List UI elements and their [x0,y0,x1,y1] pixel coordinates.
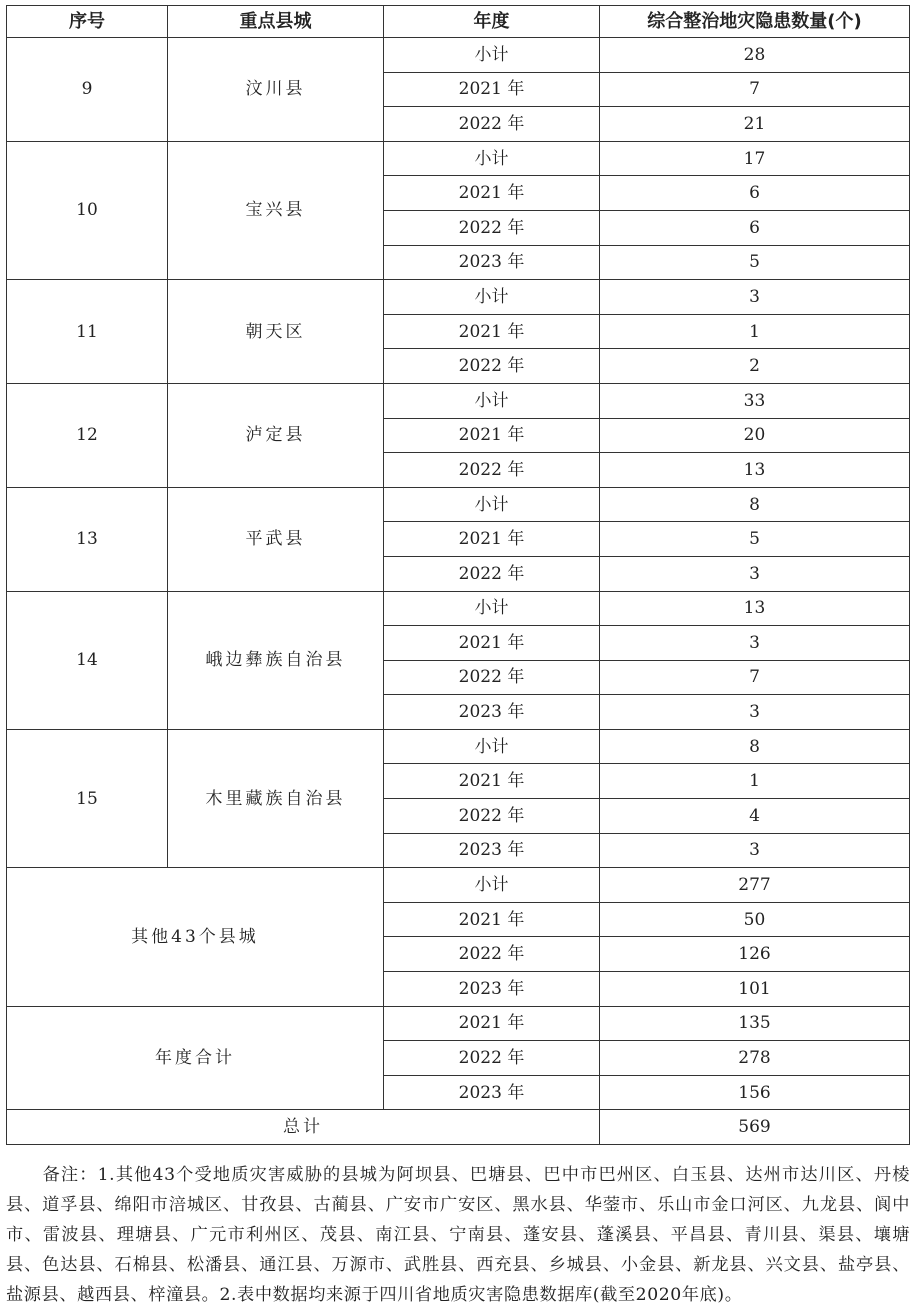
cell-county: 汶川县 [168,38,384,142]
cell-count: 3 [600,556,910,591]
cell-year: 小计 [384,280,600,315]
cell-year: 2021 年 [384,72,600,107]
cell-seq: 11 [7,280,168,384]
cell-year: 2022 年 [384,660,600,695]
cell-year: 2023 年 [384,972,600,1007]
table-row [7,383,910,418]
cell-year: 2022 年 [384,1041,600,1076]
cell-count: 5 [600,245,910,280]
cell-year: 2023 年 [384,1075,600,1110]
header-count: 综合整治地灾隐患数量(个) [600,6,910,38]
cell-year: 2021 年 [384,522,600,557]
cell-year: 2021 年 [384,314,600,349]
cell-count: 1 [600,764,910,799]
cell-year: 2022 年 [384,937,600,972]
cell-year: 2022 年 [384,799,600,834]
cell-year: 2021 年 [384,902,600,937]
cell-year: 2022 年 [384,349,600,384]
cell-county: 宝兴县 [168,141,384,279]
cell-year: 2021 年 [384,626,600,661]
cell-year: 小计 [384,141,600,176]
cell-count: 135 [600,1006,910,1041]
cell-seq: 9 [7,38,168,142]
cell-seq: 15 [7,729,168,867]
cell-count: 3 [600,833,910,868]
cell-seq: 10 [7,141,168,279]
cell-total-label: 总计 [7,1110,600,1145]
cell-year: 小计 [384,38,600,73]
table-row [7,1006,910,1041]
cell-count: 8 [600,487,910,522]
cell-count: 20 [600,418,910,453]
table-row [7,591,910,626]
cell-annual-label: 年度合计 [7,1006,384,1110]
cell-seq: 13 [7,487,168,591]
table-row [7,868,910,903]
cell-count: 3 [600,280,910,315]
cell-count: 4 [600,799,910,834]
header-seq: 序号 [7,6,168,38]
cell-seq: 14 [7,591,168,729]
cell-county: 平武县 [168,487,384,591]
cell-year: 2021 年 [384,764,600,799]
table-header-row [7,6,910,38]
cell-count: 28 [600,38,910,73]
table-row [7,141,910,176]
cell-others-label: 其他43个县城 [7,868,384,1006]
cell-year: 小计 [384,383,600,418]
cell-year: 2023 年 [384,695,600,730]
cell-count: 7 [600,660,910,695]
total-row [7,1110,910,1145]
cell-count: 8 [600,729,910,764]
cell-year: 2023 年 [384,245,600,280]
cell-year: 2021 年 [384,1006,600,1041]
cell-count: 13 [600,591,910,626]
header-year: 年度 [384,6,600,38]
cell-count: 2 [600,349,910,384]
cell-count: 1 [600,314,910,349]
cell-year: 小计 [384,729,600,764]
cell-count: 3 [600,695,910,730]
cell-total-value: 569 [600,1110,910,1145]
cell-year: 2022 年 [384,107,600,142]
table-row [7,729,910,764]
cell-count: 277 [600,868,910,903]
table-row [7,487,910,522]
table-body [7,38,910,1145]
cell-county: 木里藏族自治县 [168,729,384,867]
cell-count: 6 [600,176,910,211]
document-page [6,5,909,1145]
cell-count: 126 [600,937,910,972]
cell-count: 17 [600,141,910,176]
cell-count: 3 [600,626,910,661]
cell-county: 泸定县 [168,383,384,487]
cell-count: 156 [600,1075,910,1110]
table-row [7,38,910,73]
cell-count: 5 [600,522,910,557]
cell-count: 6 [600,210,910,245]
footnote-text: 备注：1.其他43个受地质灾害威胁的县城为阿坝县、巴塘县、巴中市巴州区、白玉县、达州市达川区、丹棱县、道孚县、绵阳市涪城区、甘孜县、古蔺县、广安市广安区、黑水县、华蓥市、乐山市金口河区、九龙县、阆中市、雷波县、理塘县、广元市利州区、茂县、南江县、宁南县、蓬安县、蓬溪县、平昌县、青川县、渠县、壤塘县、色达县、石棉县、松潘县、通江县、万源市、武胜县、西充县、乡城县、小金县、新龙县、兴文县、盐亭县、盐源县、越西县、梓潼县。2.表中数据均来源于四川省地质灾害隐患数据库(截至2020年底)。 [6,1165,910,1305]
header-county: 重点县城 [168,6,384,38]
cell-year: 2023 年 [384,833,600,868]
table-row [7,280,910,315]
footnote [6,1160,910,1310]
cell-count: 50 [600,902,910,937]
cell-year: 小计 [384,868,600,903]
cell-count: 21 [600,107,910,142]
cell-seq: 12 [7,383,168,487]
cell-count: 101 [600,972,910,1007]
cell-year: 2021 年 [384,176,600,211]
cell-year: 2022 年 [384,556,600,591]
cell-count: 33 [600,383,910,418]
cell-year: 小计 [384,487,600,522]
cell-county: 峨边彝族自治县 [168,591,384,729]
cell-year: 小计 [384,591,600,626]
cell-year: 2022 年 [384,210,600,245]
cell-county: 朝天区 [168,280,384,384]
cell-count: 7 [600,72,910,107]
cell-count: 278 [600,1041,910,1076]
cell-year: 2021 年 [384,418,600,453]
hazard-table [6,5,910,1145]
cell-year: 2022 年 [384,453,600,488]
cell-count: 13 [600,453,910,488]
